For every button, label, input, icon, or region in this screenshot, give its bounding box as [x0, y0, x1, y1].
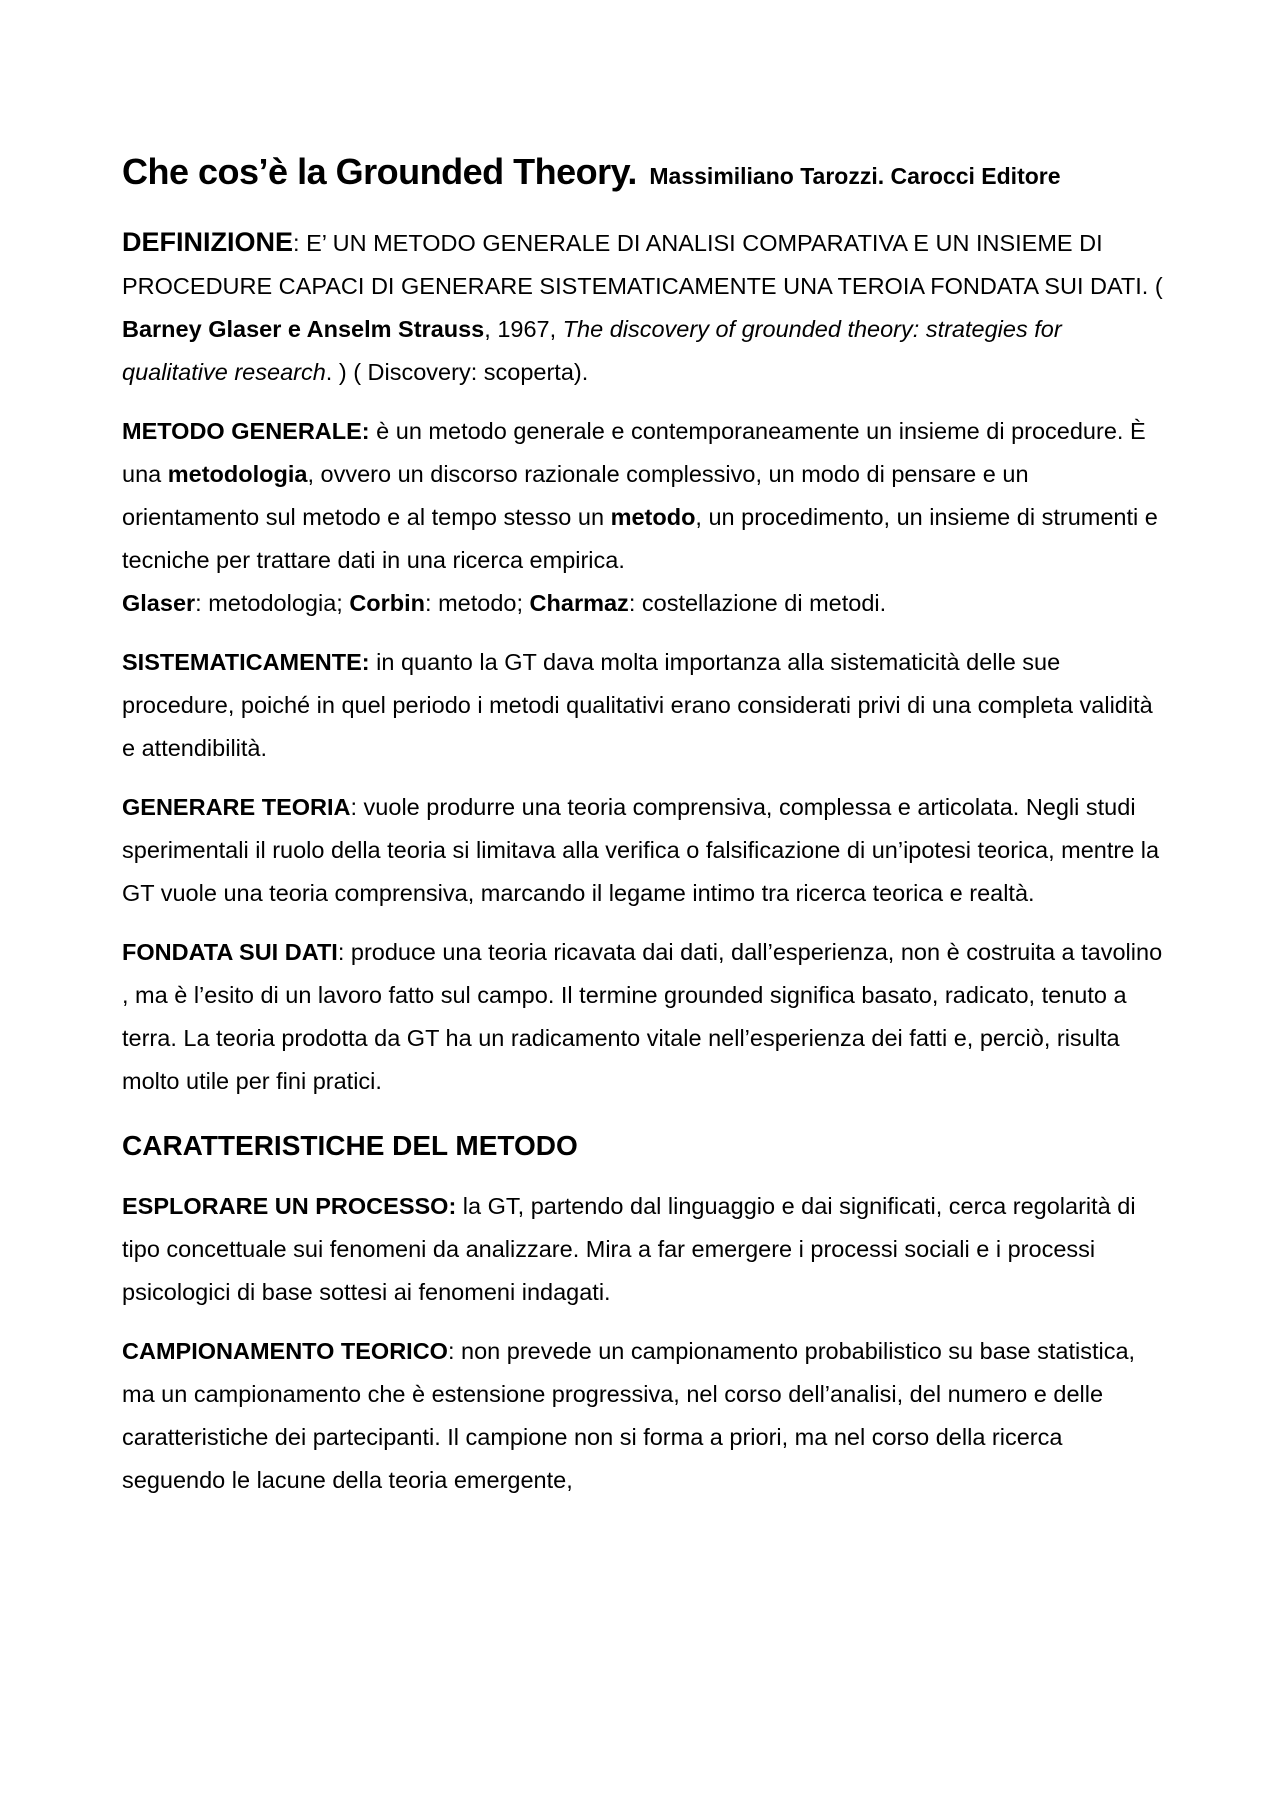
sistematicamente-text: in quanto la GT dava molta importanza alla sistematicità delle sue procedure, poiché in quel periodo i metodi qualitativi erano considerati privi di una completa validità e attendibilità.	[122, 649, 1153, 762]
title-main: Che cos’è la Grounded Theory.	[122, 151, 637, 192]
document-body	[122, 150, 1167, 1518]
corbin-text: : metodo;	[425, 590, 530, 617]
glaser-text: : metodologia;	[195, 590, 350, 617]
charmaz-text: : costellazione di metodi.	[628, 590, 887, 617]
author-charmaz: Charmaz	[529, 590, 629, 617]
paragraph-autori	[122, 582, 1167, 625]
definizione-text-3: . ) ( Discovery: scoperta).	[325, 359, 589, 386]
author-glaser: Glaser	[122, 590, 196, 617]
definizione-text-2: , 1967,	[484, 316, 563, 343]
paragraph-metodo-generale	[122, 410, 1167, 582]
metodo-generale-bold-1: metodologia	[167, 461, 308, 488]
term-generare-teoria: GENERARE TEORIA	[122, 794, 351, 821]
campionamento-text: : non prevede un campionamento probabilistico su base statistica, ma un campionamento che è estensione progressiva, nel corso dell’analisi, del numero e delle caratteristiche dei partecipanti. Il campione non si forma a priori, ma nel corso della ricerca seguendo le lacune della teoria emergente,	[122, 1337, 1136, 1493]
metodo-generale-text-1: è un metodo generale e contemporaneamente un insieme di procedure. È una	[122, 418, 1146, 488]
definizione-text-1: : E’ UN METODO GENERALE DI ANALISI COMPARATIVA E UN INSIEME DI PROCEDURE CAPACI DI GENERARE SISTEMATICAMENTE UNA TEROIA FONDATA SUI DATI. (	[122, 230, 1163, 300]
paragraph-campionamento	[122, 1330, 1167, 1502]
paragraph-generare-teoria	[122, 786, 1167, 915]
document-title	[122, 150, 1167, 193]
fondata-sui-dati-text: : produce una teoria ricavata dai dati, dall’esperienza, non è costruita a tavolino , ma è l’esito di un lavoro fatto sul campo. Il termine grounded significa basato, radicato, tenuto a terra. La teoria prodotta da GT ha un radicamento vitale nell’esperienza dei fatti e, perciò, risulta molto utile per fini pratici.	[122, 939, 1163, 1095]
definizione-book-title: The discovery of grounded theory: strategies for qualitative research	[122, 316, 1062, 386]
esplorare-text: la GT, partendo dal linguaggio e dai significati, cerca regolarità di tipo concettuale sui fenomeni da analizzare. Mira a far emergere i processi sociali e i processi psicologici di base sottesi ai fenomeni indagati.	[122, 1192, 1136, 1305]
paragraph-fondata-sui-dati	[122, 931, 1167, 1103]
term-sistematicamente: SISTEMATICAMENTE:	[122, 649, 370, 676]
metodo-generale-text-2: , ovvero un discorso razionale complessivo, un modo di pensare e un orientamento sul metodo e al tempo stesso un	[122, 461, 1029, 531]
metodo-generale-bold-2: metodo	[610, 504, 696, 531]
paragraph-definizione	[122, 221, 1167, 394]
paragraph-sistematicamente	[122, 641, 1167, 770]
definizione-authors: Barney Glaser e Anselm Strauss	[122, 316, 485, 343]
paragraph-esplorare	[122, 1185, 1167, 1314]
metodo-generale-text-3: , un procedimento, un insieme di strumenti e tecniche per trattare dati in una ricerca empirica.	[122, 504, 1158, 574]
term-metodo-generale: METODO GENERALE:	[122, 418, 370, 445]
section-heading-caratteristiche: CARATTERISTICHE DEL METODO	[122, 1130, 578, 1162]
term-fondata-sui-dati: FONDATA SUI DATI	[122, 939, 338, 966]
author-corbin: Corbin	[349, 590, 426, 617]
generare-teoria-text: : vuole produrre una teoria comprensiva, complessa e articolata. Negli studi sperimentali il ruolo della teoria si limitava alla verifica o falsificazione di un’ipotesi teorica, mentre la GT vuole una teoria comprensiva, marcando il legame intimo tra ricerca teorica e realtà.	[122, 794, 1160, 907]
term-definizione: DEFINIZIONE	[122, 227, 294, 258]
title-author-publisher: Massimiliano Tarozzi. Carocci Editore	[649, 163, 1061, 189]
term-esplorare: ESPLORARE UN PROCESSO:	[122, 1192, 457, 1219]
term-campionamento: CAMPIONAMENTO TEORICO	[122, 1337, 448, 1364]
